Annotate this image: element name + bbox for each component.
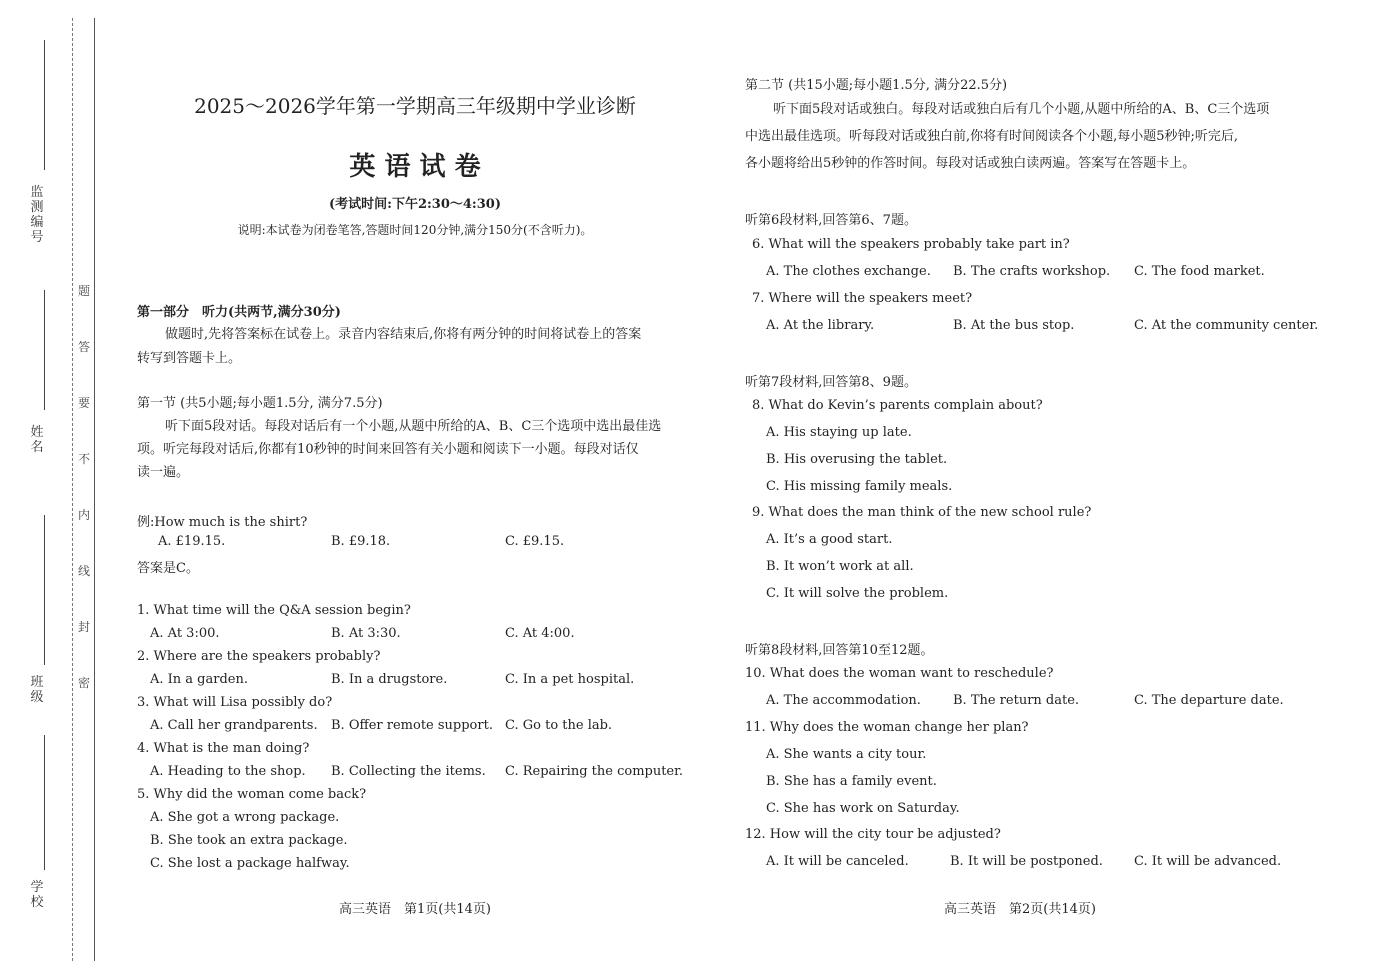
question: 9. What does the man think of the new school rule? <box>752 505 1092 520</box>
seal-char: 内 <box>77 508 90 522</box>
section1-heading: 第一节 (共5小题;每小题1.5分, 满分7.5分) <box>137 396 383 411</box>
example-question: 例:How much is the shirt? <box>137 515 308 530</box>
example-option: A. £19.15. <box>158 534 226 549</box>
option: A. In a garden. <box>150 672 248 687</box>
option: A. At 3:00. <box>150 626 220 641</box>
option: A. The accommodation. <box>766 693 921 708</box>
option: B. The return date. <box>953 693 1080 708</box>
question: 10. What does the woman want to reschedule? <box>745 666 1054 681</box>
option: B. She has a family event. <box>766 774 937 789</box>
option: C. Repairing the computer. <box>505 764 684 779</box>
part1-heading: 第一部分 听力(共两节,满分30分) <box>137 305 341 320</box>
option: A. At the library. <box>766 318 875 333</box>
option: C. His missing family meals. <box>766 479 953 494</box>
option: B. It will be postponed. <box>950 854 1103 869</box>
question: 11. Why does the woman change her plan? <box>745 720 1029 735</box>
question: 6. What will the speakers probably take part in? <box>752 237 1070 252</box>
seal-char: 线 <box>77 564 90 578</box>
option: A. The clothes exchange. <box>766 264 931 279</box>
option: B. At 3:30. <box>331 626 401 641</box>
question: 8. What do Kevin’s parents complain about? <box>752 398 1043 413</box>
seal-char: 不 <box>77 452 90 466</box>
page-footer-left: 高三英语 第1页(共14页) <box>339 902 491 917</box>
name-underline <box>44 290 45 410</box>
section2-intro: 中选出最佳选项。听每段对话或独白前,你将有时间阅读各个小题,每小题5秒钟;听完后, <box>745 129 1239 144</box>
label-exam-id: 监测编号 <box>30 185 44 245</box>
question: 1. What time will the Q&A session begin? <box>137 603 411 618</box>
option: B. His overusing the tablet. <box>766 452 948 467</box>
material-heading: 听第6段材料,回答第6、7题。 <box>745 213 917 228</box>
label-class: 班 级 <box>30 675 57 705</box>
seal-char: 题 <box>77 284 90 298</box>
material-heading: 听第7段材料,回答第8、9题。 <box>745 375 917 390</box>
option: A. It’s a good start. <box>766 532 893 547</box>
question: 4. What is the man doing? <box>137 741 310 756</box>
section1-intro: 听下面5段对话。每段对话后有一个小题,从题中所给的A、B、C三个选项中选出最佳选 <box>165 419 662 434</box>
example-option: C. £9.15. <box>505 534 565 549</box>
section1-intro: 项。听完每段对话后,你都有10秒钟的时间来回答有关小题和阅读下一小题。每段对话仅 <box>137 442 639 457</box>
option: A. She got a wrong package. <box>150 810 340 825</box>
label-school: 学 校 <box>30 880 57 910</box>
option: A. Call her grandparents. <box>150 718 318 733</box>
question: 12. How will the city tour be adjusted? <box>745 827 1001 842</box>
seal-char: 答 <box>77 340 90 354</box>
option: C. She lost a package halfway. <box>150 856 350 871</box>
example-option: B. £9.18. <box>331 534 391 549</box>
example-answer: 答案是C。 <box>137 561 199 576</box>
option: B. The crafts workshop. <box>953 264 1111 279</box>
option: C. Go to the lab. <box>505 718 613 733</box>
option: C. At 4:00. <box>505 626 575 641</box>
seal-char: 密 <box>77 676 90 690</box>
class-underline <box>44 515 45 665</box>
part1-intro: 转写到答题卡上。 <box>137 351 242 366</box>
option: C. At the community center. <box>1134 318 1319 333</box>
option: C. She has work on Saturday. <box>766 801 960 816</box>
part1-intro: 做题时,先将答案标在试卷上。录音内容结束后,你将有两分钟的时间将试卷上的答案 <box>165 327 642 342</box>
option: A. Heading to the shop. <box>150 764 306 779</box>
option: C. The departure date. <box>1134 693 1284 708</box>
page-footer-right: 高三英语 第2页(共14页) <box>944 902 1096 917</box>
seal-dashed-line <box>72 18 73 961</box>
exam-title: 2025～2026学年第一学期高三年级期中学业诊断 <box>194 94 636 118</box>
question: 5. Why did the woman come back? <box>137 787 367 802</box>
option: C. The food market. <box>1134 264 1265 279</box>
question: 7. Where will the speakers meet? <box>752 291 973 306</box>
question: 3. What will Lisa possibly do? <box>137 695 333 710</box>
label-name: 姓 名 <box>30 425 57 455</box>
exam-time: (考试时间:下午2:30～4:30) <box>329 197 501 212</box>
option: B. Collecting the items. <box>331 764 486 779</box>
option: B. In a drugstore. <box>331 672 448 687</box>
section2-heading: 第二节 (共15小题;每小题1.5分, 满分22.5分) <box>745 78 1008 93</box>
option: A. She wants a city tour. <box>766 747 927 762</box>
option: C. It will solve the problem. <box>766 586 949 601</box>
material-heading: 听第8段材料,回答第10至12题。 <box>745 643 934 658</box>
section1-intro: 读一遍。 <box>137 465 190 480</box>
option: B. It won’t work at all. <box>766 559 914 574</box>
option: C. It will be advanced. <box>1134 854 1282 869</box>
exam-note: 说明:本试卷为闭卷笔答,答题时间120分钟,满分150分(不含听力)。 <box>237 223 593 237</box>
school-underline <box>44 735 45 870</box>
option: B. Offer remote support. <box>331 718 493 733</box>
section2-intro: 听下面5段对话或独白。每段对话或独白后有几个小题,从题中所给的A、B、C三个选项 <box>773 102 1270 117</box>
option: A. His staying up late. <box>766 425 912 440</box>
binding-line <box>94 18 95 961</box>
option: C. In a pet hospital. <box>505 672 635 687</box>
subject-title: 英 语 试 卷 <box>349 152 481 182</box>
option: A. It will be canceled. <box>766 854 909 869</box>
question: 2. Where are the speakers probably? <box>137 649 381 664</box>
id-underline <box>44 40 45 170</box>
option: B. At the bus stop. <box>953 318 1075 333</box>
seal-char: 封 <box>77 620 90 634</box>
seal-char: 要 <box>77 396 90 410</box>
section2-intro: 各小题将给出5秒钟的作答时间。每段对话或独白读两遍。答案写在答题卡上。 <box>745 156 1196 171</box>
option: B. She took an extra package. <box>150 833 348 848</box>
